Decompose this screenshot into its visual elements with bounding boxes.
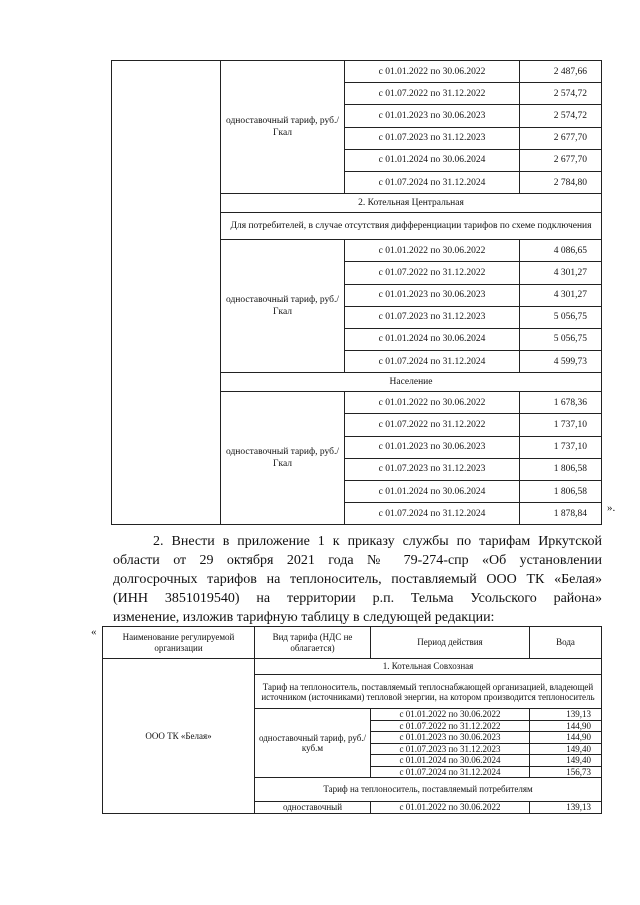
paragraph-line: изменение, изложив тарифную таблицу в следующей редакции: [113,610,495,625]
value-cell: 2 574,72 [520,105,602,127]
period-cell: с 01.01.2022 по 30.06.2022 [345,61,520,83]
org-cell-empty [112,61,221,525]
value-cell: 1 806,58 [520,481,602,503]
period-cell: с 01.07.2024 по 31.12.2024 [345,351,520,373]
period-cell: с 01.01.2022 по 30.06.2022 [345,240,520,262]
value-cell: 144,90 [530,720,602,732]
paragraph-line: (ИНН 3851019540) на территории р.п. Тельма Усольского района» [113,591,602,606]
value-cell: 1 737,10 [520,414,602,436]
value-cell: 2 784,80 [520,171,602,193]
section-title: 1. Котельная Совхозная [255,659,602,675]
period-cell: с 01.07.2024 по 31.12.2024 [345,171,520,193]
value-cell: 4 086,65 [520,240,602,262]
value-cell: 2 487,66 [520,61,602,83]
period-cell: с 01.07.2023 по 31.12.2023 [345,306,520,328]
tariff-description: Тариф на теплоноситель, поставляемый теплоснабжающей организацией, владеющей источником (источниками) тепловой энергии, на котором производится теплоноситель [255,675,602,709]
period-cell: с 01.01.2024 по 30.06.2024 [345,328,520,350]
section-title: 2. Котельная Центральная [221,194,602,213]
population-title: Население [221,373,602,392]
value-cell: 4 301,27 [520,262,602,284]
value-cell: 4 599,73 [520,351,602,373]
value-cell: 1 678,36 [520,392,602,414]
period-cell: с 01.01.2024 по 30.06.2024 [345,149,520,171]
value-cell: 1 806,58 [520,458,602,480]
paragraph-line: долгосрочных тарифов на теплоноситель, поставляемый ООО ТК «Белая» [113,572,602,587]
header-water: Вода [530,627,602,659]
period-cell: с 01.01.2023 по 30.06.2023 [345,436,520,458]
value-cell: 1 878,84 [520,503,602,525]
tariff-type-cell: одноставочный тариф, руб./куб.м [255,709,371,778]
amendment-paragraph [113,532,602,627]
value-cell: 1 737,10 [520,436,602,458]
consumers-note: Для потребителей, в случае отсутствия дифференциации тарифов по схеме подключения [221,213,602,240]
header-row [103,627,602,659]
value-cell: 5 056,75 [520,328,602,350]
period-cell: с 01.07.2022 по 31.12.2022 [371,720,530,732]
period-cell: с 01.07.2023 по 31.12.2023 [345,127,520,149]
period-cell: с 01.07.2022 по 31.12.2022 [345,83,520,105]
header-period: Период действия [371,627,530,659]
value-cell: 2 677,70 [520,127,602,149]
period-cell: с 01.01.2023 по 30.06.2023 [345,105,520,127]
tariff-description: Тариф на теплоноситель, поставляемый потребителям [255,778,602,802]
value-cell: 2 574,72 [520,83,602,105]
table-row [112,61,602,83]
period-cell: с 01.01.2022 по 30.06.2022 [371,802,530,814]
period-cell: с 01.01.2024 по 30.06.2024 [345,481,520,503]
period-cell: с 01.01.2023 по 30.06.2023 [345,284,520,306]
period-cell: с 01.07.2023 по 31.12.2023 [345,458,520,480]
period-cell: с 01.07.2024 по 31.12.2024 [371,766,530,778]
tariff-type-cell: одноставочный тариф, руб./Гкал [221,240,345,373]
section-row [103,659,602,675]
period-cell: с 01.01.2023 по 30.06.2023 [371,732,530,744]
paragraph-line: 2. Внести в приложение 1 к приказу службы по тарифам Иркутской [153,534,602,549]
value-cell: 149,40 [530,755,602,767]
value-cell: 139,13 [530,709,602,721]
period-cell: с 01.07.2022 по 31.12.2022 [345,414,520,436]
tariff-table-heat [111,60,602,525]
period-cell: с 01.07.2022 по 31.12.2022 [345,262,520,284]
value-cell: 5 056,75 [520,306,602,328]
value-cell: 4 301,27 [520,284,602,306]
tariff-type-cell: одноставочный тариф, руб./Гкал [221,392,345,525]
header-org: Наименование регулируемой организации [103,627,255,659]
period-cell: с 01.07.2024 по 31.12.2024 [345,503,520,525]
value-cell: 2 677,70 [520,149,602,171]
period-cell: с 01.01.2022 по 30.06.2022 [345,392,520,414]
value-cell: 139,13 [530,802,602,814]
tariff-table-water [102,626,602,814]
value-cell: 149,40 [530,743,602,755]
opening-quote: « [91,626,97,638]
paragraph-line: области от 29 октября 2021 года № 79-274-спр «Об установлении [113,553,602,568]
period-cell: с 01.01.2024 по 30.06.2024 [371,755,530,767]
header-type: Вид тарифа (НДС не облагается) [255,627,371,659]
org-name-cell: ООО ТК «Белая» [103,659,255,814]
value-cell: 156,73 [530,766,602,778]
tariff-type-cell: одноставочный [255,802,371,814]
period-cell: с 01.01.2022 по 30.06.2022 [371,709,530,721]
tariff-type-cell: одноставочный тариф, руб./Гкал [221,61,345,194]
closing-quote: ». [607,502,616,514]
period-cell: с 01.07.2023 по 31.12.2023 [371,743,530,755]
value-cell: 144,90 [530,732,602,744]
